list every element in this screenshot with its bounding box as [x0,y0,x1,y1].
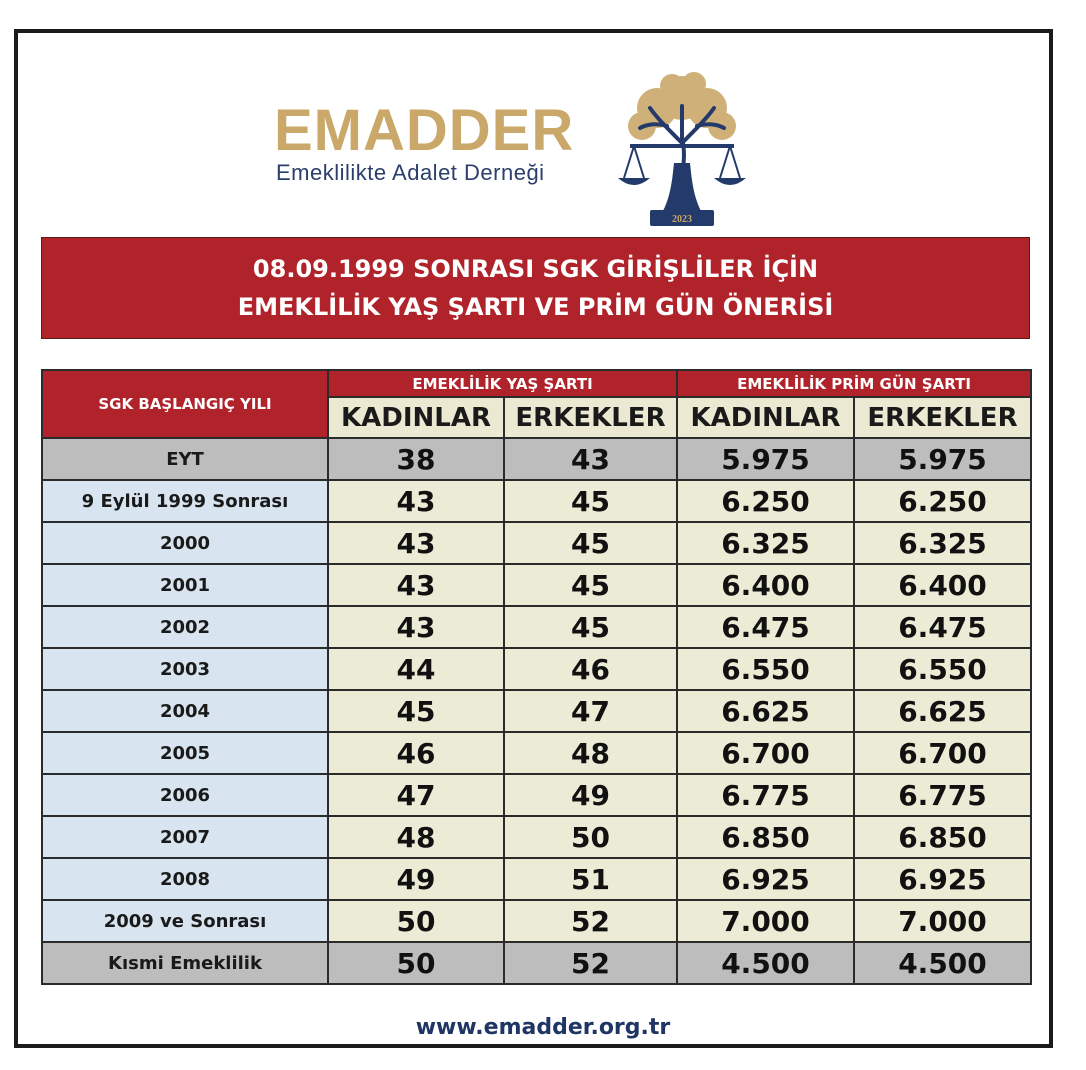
days-men-value: 6.550 [854,648,1031,690]
days-women-value: 6.550 [677,648,854,690]
header-days-group: EMEKLİLİK PRİM GÜN ŞARTI [677,370,1031,397]
header-start-year: SGK BAŞLANGIÇ YILI [42,370,328,438]
days-men-value: 4.500 [854,942,1031,984]
header-age-women: KADINLAR [328,397,504,438]
age-men-value: 46 [504,648,677,690]
days-men-value: 6.325 [854,522,1031,564]
header-age-men: ERKEKLER [504,397,677,438]
days-men-value: 6.775 [854,774,1031,816]
age-men-value: 52 [504,900,677,942]
age-men-value: 50 [504,816,677,858]
age-men-value: 52 [504,942,677,984]
row-label: 2003 [42,648,328,690]
age-women-value: 43 [328,480,504,522]
days-women-value: 6.700 [677,732,854,774]
footer-website-link[interactable]: www.emadder.org.tr [415,1015,671,1040]
age-women-value: 50 [328,900,504,942]
age-men-value: 43 [504,438,677,480]
retirement-table [41,369,1032,985]
age-women-value: 50 [328,942,504,984]
header-days-women: KADINLAR [677,397,854,438]
row-label: 2001 [42,564,328,606]
days-women-value: 6.400 [677,564,854,606]
days-women-value: 5.975 [677,438,854,480]
title-banner [41,237,1030,339]
table-row [42,648,1031,690]
row-label: 9 Eylül 1999 Sonrası [42,480,328,522]
days-women-value: 6.850 [677,816,854,858]
days-men-value: 5.975 [854,438,1031,480]
justice-tree-emblem-icon [612,68,752,228]
title-line-2: EMEKLİLİK YAŞ ŞARTI VE PRİM GÜN ÖNERİSİ [237,293,834,321]
age-women-value: 43 [328,606,504,648]
days-women-value: 6.325 [677,522,854,564]
days-men-value: 6.250 [854,480,1031,522]
row-label: 2004 [42,690,328,732]
age-men-value: 48 [504,732,677,774]
days-women-value: 6.925 [677,858,854,900]
row-label: 2009 ve Sonrası [42,900,328,942]
days-women-value: 6.625 [677,690,854,732]
row-label: 2008 [42,858,328,900]
header-age-group: EMEKLİLİK YAŞ ŞARTI [328,370,677,397]
days-men-value: 6.475 [854,606,1031,648]
table-row [42,564,1031,606]
age-women-value: 43 [328,564,504,606]
row-label: 2006 [42,774,328,816]
table-row [42,816,1031,858]
age-men-value: 47 [504,690,677,732]
row-label: EYT [42,438,328,480]
days-men-value: 6.925 [854,858,1031,900]
days-men-value: 6.850 [854,816,1031,858]
age-men-value: 45 [504,564,677,606]
age-women-value: 38 [328,438,504,480]
title-line-1: 08.09.1999 SONRASI SGK GİRİŞLİLER İÇİN [252,255,819,283]
logo-subtitle: Emeklilikte Adalet Derneği [276,160,545,185]
row-label: 2002 [42,606,328,648]
days-women-value: 6.475 [677,606,854,648]
header-days-men: ERKEKLER [854,397,1031,438]
table-row [42,900,1031,942]
age-women-value: 48 [328,816,504,858]
days-men-value: 7.000 [854,900,1031,942]
age-women-value: 46 [328,732,504,774]
days-women-value: 6.775 [677,774,854,816]
row-label: 2000 [42,522,328,564]
table-row [42,942,1031,984]
table-row [42,438,1031,480]
table-row [42,858,1031,900]
age-men-value: 45 [504,522,677,564]
age-women-value: 47 [328,774,504,816]
days-men-value: 6.625 [854,690,1031,732]
days-men-value: 6.400 [854,564,1031,606]
table-row [42,522,1031,564]
days-women-value: 4.500 [677,942,854,984]
age-women-value: 43 [328,522,504,564]
logo [272,68,752,233]
table-row [42,690,1031,732]
age-men-value: 45 [504,606,677,648]
age-women-value: 49 [328,858,504,900]
days-men-value: 6.700 [854,732,1031,774]
row-label: 2007 [42,816,328,858]
row-label: 2005 [42,732,328,774]
table-row [42,606,1031,648]
emblem-year: 2023 [672,214,692,225]
age-men-value: 51 [504,858,677,900]
age-women-value: 44 [328,648,504,690]
age-men-value: 49 [504,774,677,816]
table-row [42,480,1031,522]
days-women-value: 6.250 [677,480,854,522]
table-row [42,774,1031,816]
logo-name: EMADDER [274,98,575,163]
table-row [42,732,1031,774]
age-women-value: 45 [328,690,504,732]
days-women-value: 7.000 [677,900,854,942]
row-label: Kısmi Emeklilik [42,942,328,984]
age-men-value: 45 [504,480,677,522]
